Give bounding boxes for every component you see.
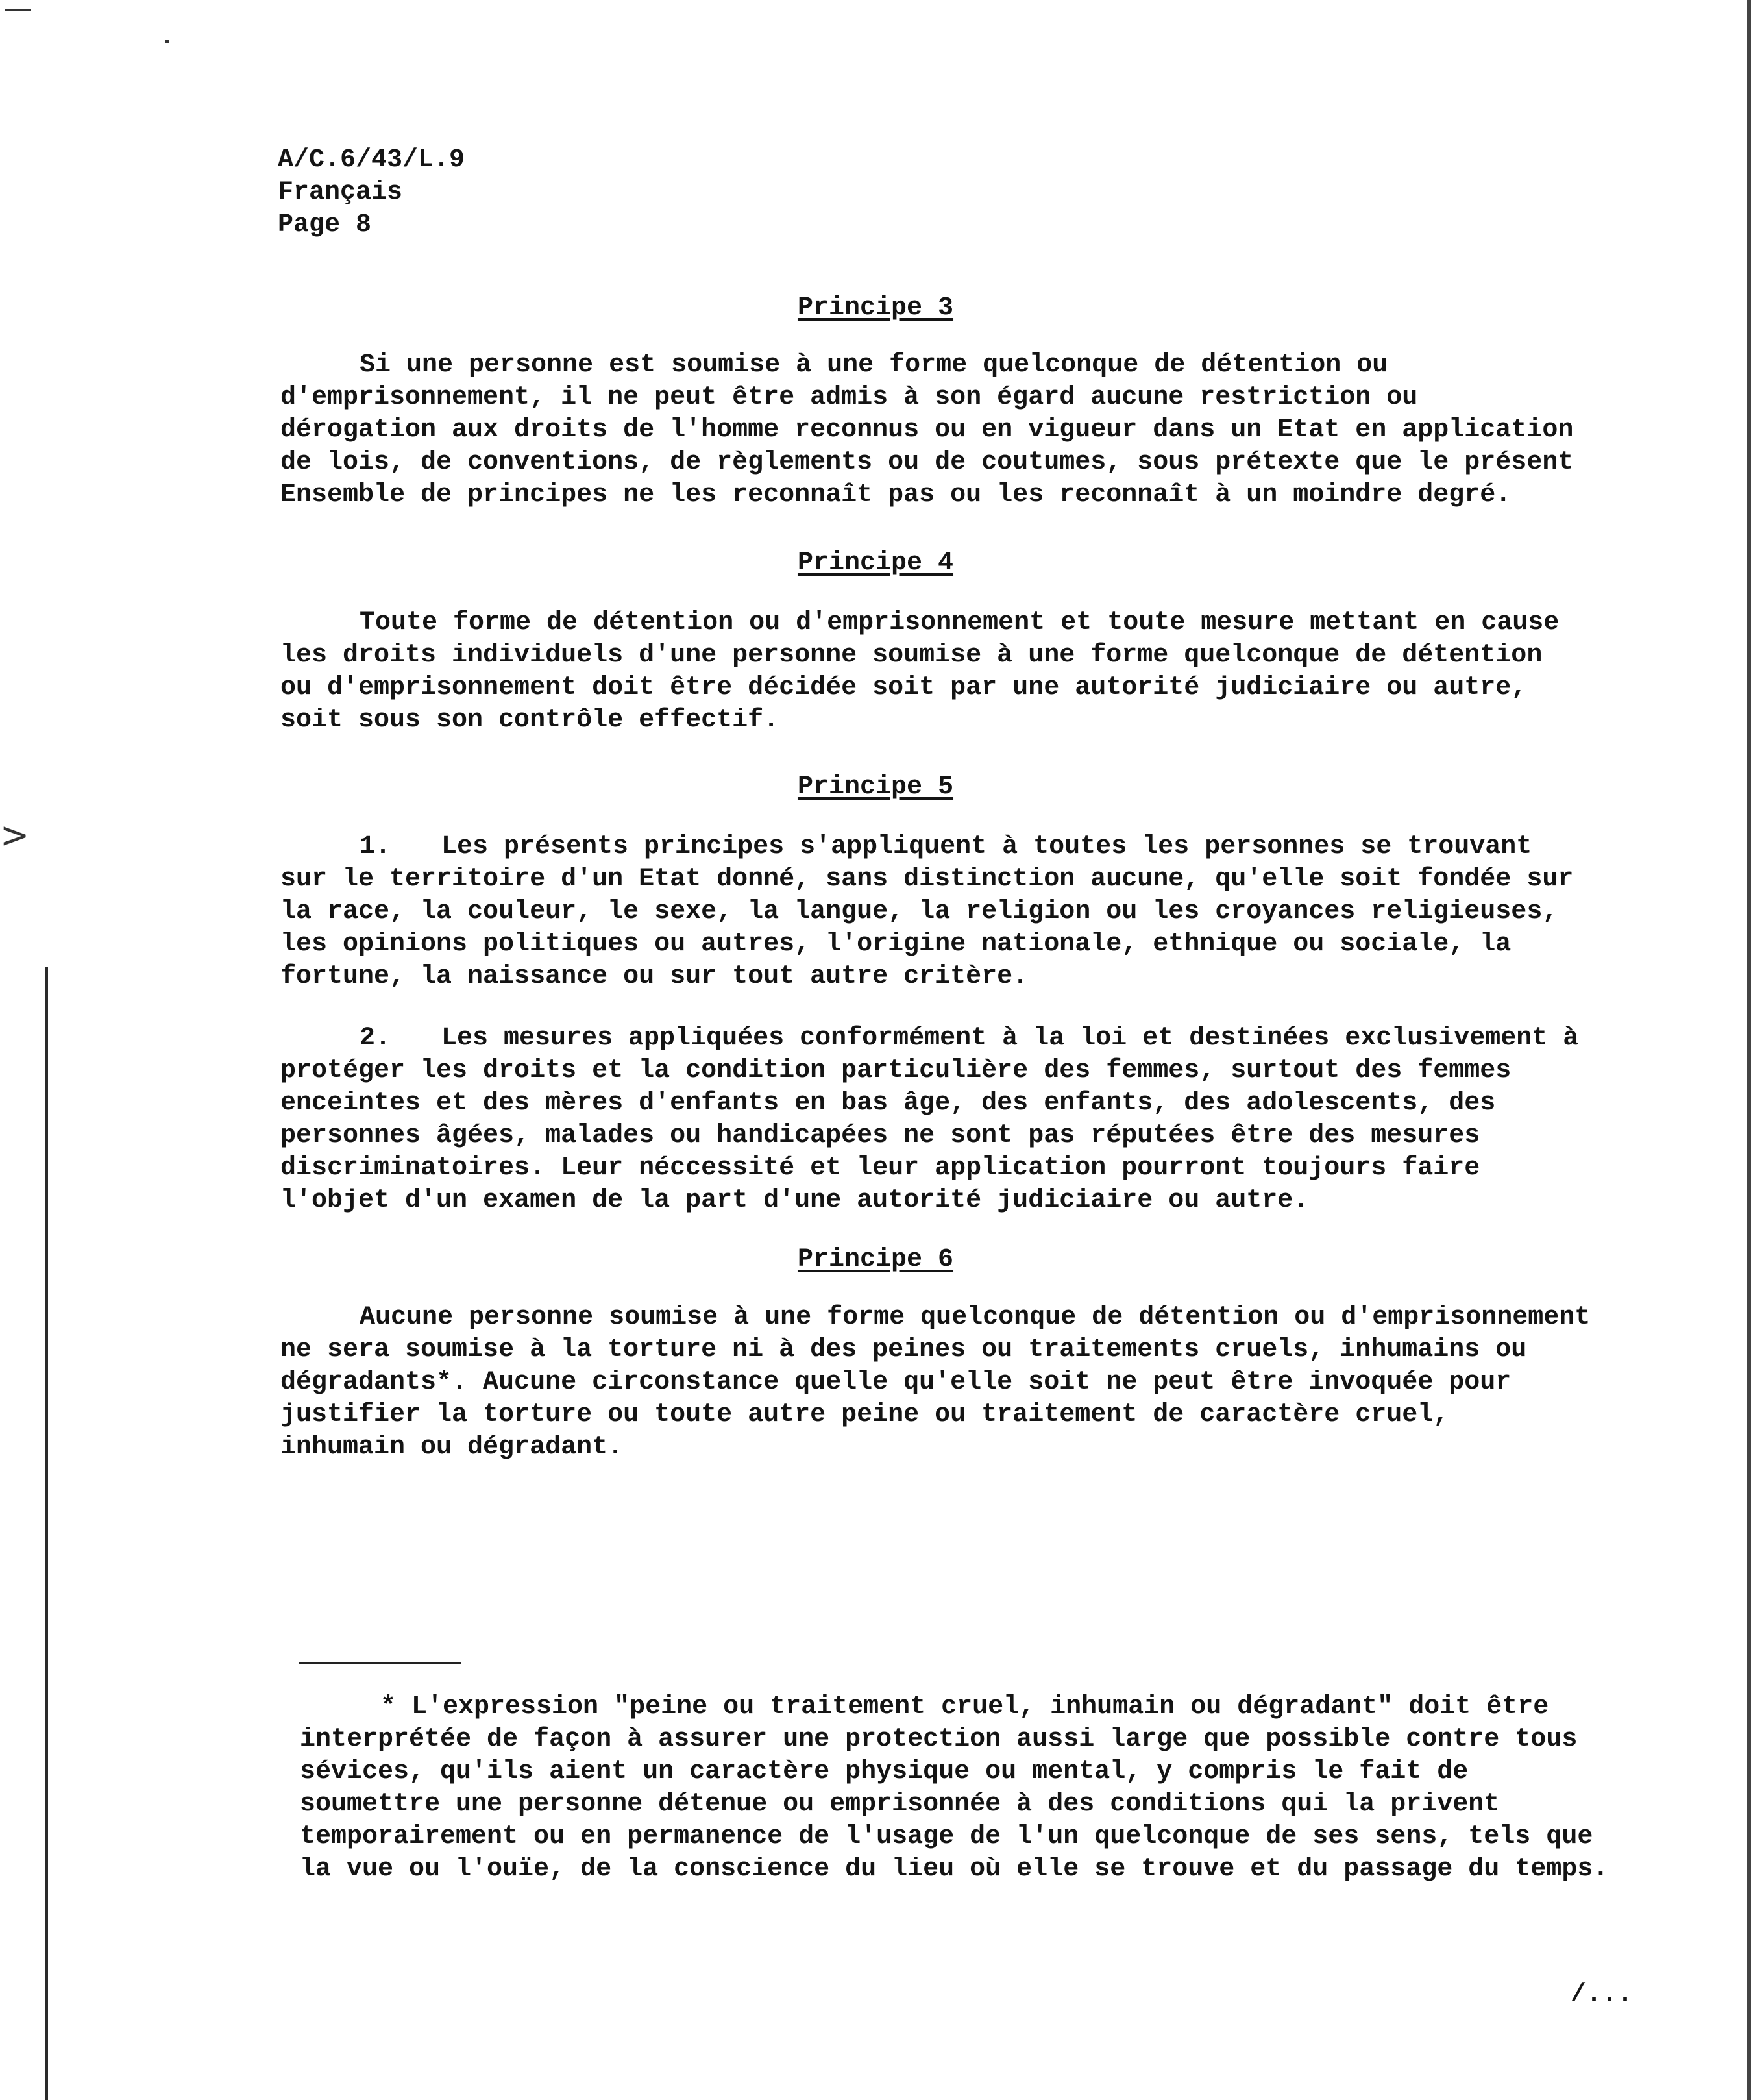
- text-line: dégradants*. Aucune circonstance quelle qu'elle soit ne peut être invoquée pour: [280, 1368, 1512, 1397]
- text-line: interprétée de façon à assurer une protection aussi large que possible contre tous: [300, 1725, 1578, 1754]
- document-symbol: A/C.6/43/L.9: [278, 145, 465, 175]
- text-line: l'objet d'un examen de la part d'une autorité judiciaire ou autre.: [280, 1186, 1309, 1215]
- text-line-content: Les présents principes s'appliquent à toutes les personnes se trouvant: [441, 832, 1532, 861]
- text-line: d'emprisonnement, il ne peut être admis à son égard aucune restriction ou: [280, 383, 1418, 412]
- principe-3-text: [280, 349, 1637, 512]
- text-line: la vue ou l'ouïe, de la conscience du lieu où elle se trouve et du passage du temps.: [300, 1855, 1609, 1884]
- text-line: [280, 831, 1637, 863]
- text-line: Ensemble de principes ne les reconnaît pas ou les reconnaît à un moindre degré.: [280, 480, 1512, 510]
- text-line: Toute forme de détention ou d'emprisonnement et toute mesure mettant en cause: [360, 608, 1560, 637]
- text-line: fortune, la naissance ou sur tout autre critère.: [280, 962, 1029, 991]
- principe-3-heading: Principe 3: [797, 293, 954, 323]
- text-line: soit sous son contrôle effectif.: [280, 706, 779, 735]
- text-line: ou d'emprisonnement doit être décidée soit par une autorité judiciaire ou autre,: [280, 673, 1527, 702]
- text-line: sur le territoire d'un Etat donné, sans distinction aucune, qu'elle soit fondée sur: [280, 865, 1574, 894]
- text-line: * L'expression "peine ou traitement cruel, inhumain ou dégradant" doit être: [380, 1692, 1549, 1722]
- text-line-content: Les mesures appliquées conformément à la loi et destinées exclusivement à: [441, 1024, 1579, 1053]
- text-line: Si une personne est soumise à une forme quelconque de détention ou: [360, 351, 1388, 380]
- principe-5-paragraph-1: [280, 831, 1637, 993]
- text-line: sévices, qu'ils aient un caractère physique ou mental, y compris le fait de: [300, 1757, 1469, 1786]
- scan-edge-left: [45, 967, 48, 2100]
- text-line: les droits individuels d'une personne soumise à une forme quelconque de détention: [280, 641, 1543, 670]
- text-line: dérogation aux droits de l'homme reconnus ou en vigueur dans un Etat en application: [280, 415, 1574, 445]
- text-line: [280, 1022, 1637, 1055]
- scan-speck: [165, 40, 169, 43]
- footnote: [300, 1691, 1650, 1886]
- principe-4-heading: Principe 4: [797, 549, 954, 578]
- text-line: temporairement ou en permanence de l'usage de l'un quelconque de ses sens, tels que: [300, 1822, 1593, 1851]
- principe-5-heading: Principe 5: [797, 772, 954, 802]
- text-line: justifier la torture ou toute autre peine ou traitement de caractère cruel,: [280, 1400, 1449, 1429]
- principe-4-text: [280, 607, 1637, 737]
- document-language: Français: [278, 178, 403, 207]
- document-header: [278, 144, 465, 241]
- text-line: les opinions politiques ou autres, l'origine nationale, ethnique ou sociale, la: [280, 930, 1512, 959]
- text-line: protéger les droits et la condition particulière des femmes, surtout des femmes: [280, 1056, 1512, 1085]
- text-line: soumettre une personne détenue ou emprisonnée à des conditions qui la privent: [300, 1790, 1500, 1819]
- text-line: la race, la couleur, le sexe, la langue, la religion ou les croyances religieuses,: [280, 897, 1558, 926]
- text-line: ne sera soumise à la torture ni à des peines ou traitements cruels, inhumains ou: [280, 1335, 1527, 1365]
- text-line: Aucune personne soumise à une forme quelconque de détention ou d'emprisonnement: [360, 1303, 1591, 1332]
- continuation-mark: /...: [1571, 1980, 1634, 2009]
- footnote-separator: [299, 1662, 461, 1664]
- text-line: enceintes et des mères d'enfants en bas âge, des enfants, des adolescents, des: [280, 1089, 1496, 1118]
- text-line: de lois, de conventions, de règlements ou de coutumes, sous prétexte que le présent: [280, 448, 1574, 477]
- principe-6-text: [280, 1302, 1637, 1464]
- scan-speck: [5, 9, 31, 11]
- text-line: discriminatoires. Leur néccessité et leur application pourront toujours faire: [280, 1154, 1480, 1183]
- scan-mark-arrow: >: [0, 815, 30, 856]
- text-line: inhumain ou dégradant.: [280, 1433, 624, 1462]
- paragraph-number: 1.: [360, 832, 391, 861]
- principe-6-heading: Principe 6: [797, 1245, 954, 1274]
- page-number: Page 8: [278, 210, 372, 240]
- text-line: personnes âgées, malades ou handicapées ne sont pas réputées être des mesures: [280, 1121, 1480, 1150]
- principe-5-paragraph-2: [280, 1022, 1637, 1217]
- paragraph-number: 2.: [360, 1024, 391, 1053]
